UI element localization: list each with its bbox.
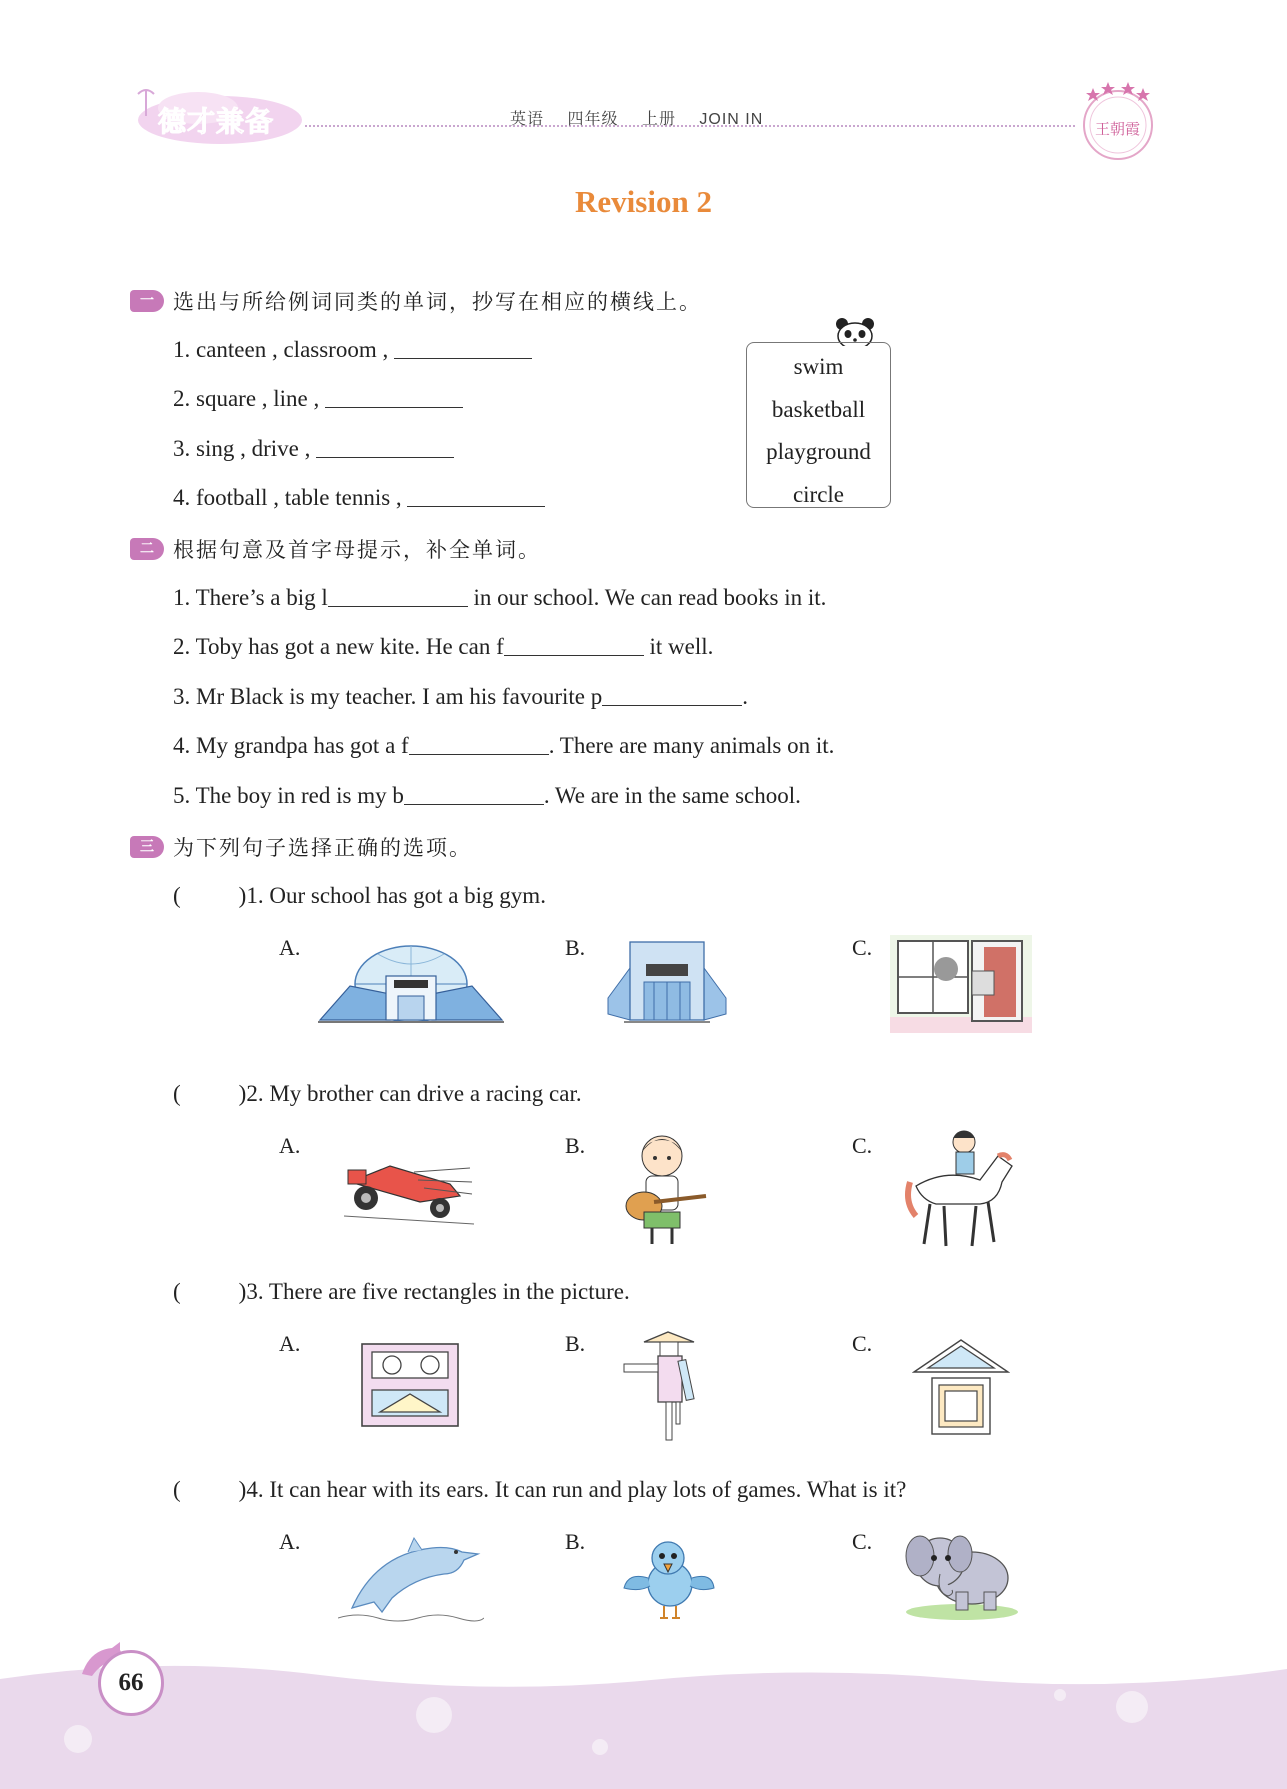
s2-item-1-text: 1. There’s a big l [173,585,328,610]
page-title: Revision 2 [575,184,712,219]
section-3-instruction: 为下列句子选择正确的选项。 [173,836,472,860]
q2-text: 2. My brother can drive a racing car. [246,1081,582,1106]
section-2-instruction: 根据句意及首字母提示，补全单词。 [173,538,541,562]
subject-label: 英语 [510,111,545,128]
author-seal [1075,78,1161,164]
s1-item-1 [173,337,532,363]
q4-answer-paren-open[interactable]: ( [173,1477,181,1502]
boy-guitar-picture[interactable] [614,1130,714,1252]
s1-item-3 [173,436,454,462]
bird-picture[interactable] [622,1530,716,1626]
q2-answer-paren-open[interactable]: ( [173,1081,181,1106]
q4-option-b[interactable]: B. [565,1529,586,1554]
q2-answer-paren-close: ) [238,1081,247,1106]
elephant-picture[interactable] [900,1522,1022,1626]
s2-item-5-rest: . We are in the same school. [543,783,801,808]
s2-item-4-text: 4. My grandpa has got a f [173,733,409,758]
section-3-badge [130,836,164,858]
section-1-heading [130,285,702,317]
s1-item-4-text: 4. football , table tennis , [173,485,402,510]
q3-line [173,1279,630,1305]
q2-option-a[interactable]: A. [279,1133,301,1158]
seal-text: 王朝霞 [1095,120,1141,138]
s1-item-3-text: 3. sing , drive , [173,436,311,461]
s1-item-3-blank[interactable] [316,436,454,458]
q1-answer-paren-close: ) [238,883,247,908]
q2-option-c[interactable]: C. [852,1133,873,1158]
s2-item-5 [173,783,801,809]
book-info [510,106,781,129]
boy-horse-picture[interactable] [902,1128,1020,1256]
s2-item-1-blank[interactable] [328,585,468,607]
word-bank-item: swim [793,354,844,379]
rectangles-circles-picture[interactable] [360,1342,460,1432]
gym-building-picture[interactable] [318,942,504,1030]
word-bank-item: basketball [771,396,866,422]
q2-option-b[interactable]: B. [565,1133,586,1158]
house-shapes-picture[interactable] [912,1338,1010,1440]
s2-item-5-text: 5. The boy in red is my b [173,783,404,808]
library-building-picture[interactable] [604,938,730,1030]
s2-item-2-text: 2. Toby has got a new kite. He can f [173,634,504,659]
q2-line [173,1081,582,1107]
section-2-number: 二 [140,541,154,557]
q3-option-a[interactable]: A. [279,1331,301,1356]
brand-logo [128,84,304,148]
word-bank-item: circle [792,481,845,507]
scarecrow-shapes-picture[interactable] [622,1330,712,1446]
q3-option-c[interactable]: C. [852,1331,873,1356]
section-3-heading [130,831,472,863]
volume-label: 上册 [641,111,676,128]
s2-item-3-rest: . [742,684,748,709]
s2-item-4 [173,733,834,759]
q1-option-b[interactable]: B. [565,935,586,960]
section-2-badge [130,538,164,560]
s2-item-4-rest: . There are many animals on it. [548,733,835,758]
section-1-number: 一 [140,293,154,309]
section-2-heading [130,533,541,565]
section-3-number: 三 [140,839,154,855]
section-1-badge [130,290,164,312]
s1-item-1-text: 1. canteen , classroom , [173,337,389,362]
q4-text: 4. It can hear with its ears. It can run and play lots of games. What is it? [246,1477,907,1502]
s1-item-2-text: 2. square , line , [173,386,320,411]
q4-answer-paren-close: ) [238,1477,247,1502]
q3-answer-paren-open[interactable]: ( [173,1279,181,1304]
s2-item-4-blank[interactable] [409,733,549,755]
q1-line [173,883,546,909]
q1-text: 1. Our school has got a big gym. [246,883,546,908]
classroom-window-picture[interactable] [890,935,1032,1037]
s2-item-3-blank[interactable] [602,684,742,706]
q1-option-a[interactable]: A. [279,935,301,960]
q3-option-b[interactable]: B. [565,1331,586,1356]
s2-item-1 [173,585,826,611]
grade-label: 四年级 [567,111,619,128]
racing-car-picture[interactable] [344,1152,476,1230]
q1-answer-paren-open[interactable]: ( [173,883,181,908]
dolphin-picture[interactable] [338,1534,484,1628]
s2-item-2 [173,634,713,660]
s1-item-2-blank[interactable] [325,386,463,408]
word-bank [746,342,891,508]
q4-line [173,1477,906,1503]
s1-item-1-blank[interactable] [394,337,532,359]
section-1-instruction: 选出与所给例词同类的单词，抄写在相应的横线上。 [173,290,702,314]
s2-item-5-blank[interactable] [404,783,544,805]
s2-item-1-rest: in our school. We can read books in it. [467,585,827,610]
s2-item-3 [173,684,748,710]
q4-option-a[interactable]: A. [279,1529,301,1554]
s1-item-2 [173,386,463,412]
s2-item-2-rest: it well. [643,634,714,659]
s1-item-4 [173,485,545,511]
q3-answer-paren-close: ) [238,1279,247,1304]
logo-text: 德才兼备 [158,105,275,138]
s2-item-2-blank[interactable] [504,634,644,656]
footer-wave [0,1655,1287,1789]
s2-item-3-text: 3. Mr Black is my teacher. I am his favourite p [173,684,603,709]
q1-option-c[interactable]: C. [852,935,873,960]
page-number: 66 [98,1650,164,1716]
q3-text: 3. There are five rectangles in the picture. [246,1279,630,1304]
s1-item-4-blank[interactable] [407,485,545,507]
word-bank-item: playground [766,439,871,464]
edition-label: JOIN IN [699,111,764,128]
q4-option-c[interactable]: C. [852,1529,873,1554]
